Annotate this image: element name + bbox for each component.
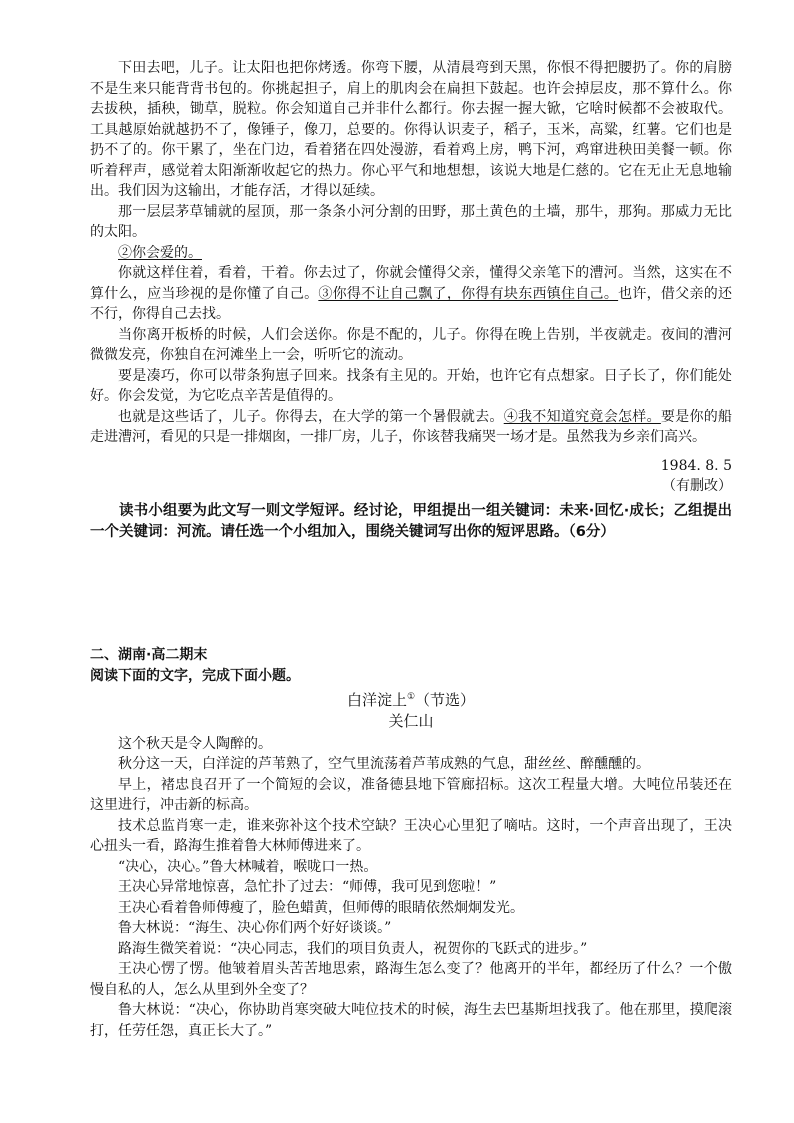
paragraph-4-text-a: 你就这样住着，看着，干着。你去过了，你就会懂得父亲，懂得父亲笔下的漕河。当然，这实在不算什么，应当珍视的是你懂了自己。 [90, 265, 732, 302]
passage1-paragraph-5: 当你离开板桥的时候，人们会送你。你是不配的，儿子。你得在晚上告别，半夜就走。夜间的漕河微微发亮，你独自在河滩坐上一会，听听它的流动。 [90, 326, 732, 363]
passage2-paragraph: 王决心愣了愣。他皱着眉头苦苦地思索，路海生怎么变了？他离开的半年，都经历了什么？一个傲慢自私的人，怎么从里到外全变了？ [90, 961, 732, 998]
title-footnote-mark: ① [406, 691, 416, 702]
passage2-paragraph: 早上，褚忠良召开了一个简短的会议，准备德县地下管廊招标。这次工程量大增。大吨位吊装还在这里进行，冲击新的标高。 [90, 776, 732, 813]
passage2-paragraph: 王决心异常地惊喜，急忙扑了过去：“师傅，我可见到您啦！” [118, 879, 497, 895]
paragraph-4-text-b: 也许，借父亲的还不行，你得自己去找。 [90, 285, 733, 322]
question-task: 读书小组要为此文写一则文学短评。经讨论，甲组提出一组关键词：未来·回忆·成长；乙组提出一个关键词：河流。请任选一个小组加入，围绕关键词写出你的短评思路。（6分） [90, 502, 732, 540]
passage2-paragraph: 路海生微笑着说：“决心同志，我们的项目负责人，祝贺你的飞跃式的进步。” [118, 940, 588, 957]
passage1-date: 1984. 8. 5 [660, 457, 732, 474]
paragraph-7-text-b: 要是你的船走进漕河，看见的只是一排烟囱，一排厂房，儿子，你该替我痛哭一场才是。虽然我为乡亲们高兴。 [90, 408, 733, 445]
underlined-sentence-3: ③你得不让自己飘了，你得有块东西镇住自己。 [318, 285, 619, 302]
title-main: 白洋淀上 [346, 690, 407, 709]
underlined-sentence-4: ④我不知道究竟会怎样。 [503, 408, 661, 425]
passage1-paragraph-7 [90, 407, 732, 448]
passage1-paragraph-4 [90, 263, 732, 325]
passage2-paragraph: 鲁大林说：“决心，你协助肖寒突破大吨位技术的时候，海生去巴基斯坦找我了。他在那里，摸爬滚打，任劳任怨，真正长大了。” [90, 1002, 732, 1039]
passage2-paragraph: 王决心看着鲁师傅瘦了，脸色蜡黄，但师傅的眼睛依然炯炯发光。 [118, 899, 524, 916]
passage2-author: 关仁山 [388, 711, 434, 730]
passage1-paragraph-3 [90, 243, 732, 264]
passage1-paragraph-2: 那一层层茅草铺就的屋顶，那一条条小河分割的田野，那土黄色的土墙，那牛，那狗。那威力无比的太阳。 [90, 203, 732, 240]
paragraph-7-text-a: 也就是这些话了，儿子。你得去，在大学的第一个暑假就去。 [118, 408, 504, 425]
passage2-paragraph: 鲁大林说：“海生、决心你们两个好好谈谈。” [118, 920, 392, 936]
passage2-paragraph: 秋分这一天，白洋淀的芦苇熟了，空气里流荡着芦苇成熟的气息，甜丝丝、醉醺醺的。 [118, 756, 650, 772]
document-page [90, 58, 732, 1041]
passage2-paragraph: 这个秋天是令人陶醉的。 [118, 735, 272, 752]
passage2-paragraph: “决心，决心。”鲁大林喊着，喉咙口一热。 [118, 858, 378, 875]
passage2-title [90, 687, 732, 711]
answer-space [90, 543, 732, 645]
passage1-paragraph-1: 下田去吧，儿子。让太阳也把你烤透。你弯下腰，从清晨弯到天黑，你恨不得把腰扔了。你的肩膀不是生来只能背背书包的。你挑起担子，肩上的肌肉会在扁担下鼓起。也许会掉层皮，那不算什么。你去拔秧，插秧，锄草，脱粒。你会知道自己并非什么都行。你去握一握大锨，它啥时候都不会被取代。工具越原始就越扔不了，像锤子，像刀，总要的。你得认识麦子，稻子，玉米，高粱，红薯。它们也是扔不了的。你干累了，坐在门边，看着猪在四处漫游，看着鸡上房，鸭下河，鸡窜进秧田美餐一顿。你听着秤声，感觉着太阳渐渐收起它的热力。你心平气和地想想，该说大地是仁慈的。它在无止无息地输出。我们因为这输出，才能存活，才得以延续。 [90, 60, 732, 199]
title-suffix: （节选） [415, 690, 476, 709]
passage1-paragraph-6: 要是凑巧，你可以带条狗崽子回来。找条有主见的。开始，也许它有点想家。日子长了，你们能处好。你会发觉，为它吃点辛苦是值得的。 [90, 367, 732, 404]
underlined-sentence-2: ②你会爱的。 [118, 244, 202, 261]
section-2-instruction: 阅读下面的文字，完成下面小题。 [90, 667, 300, 684]
passage2-paragraph: 技术总监肖寒一走，谁来弥补这个技术空缺？王决心心里犯了嘀咕。这时，一个声音出现了，王决心扭头一看，路海生推着鲁大林师傅进来了。 [90, 817, 732, 854]
passage1-note: （有删改） [662, 478, 732, 494]
section-2-heading: 二、湖南·高二期末 [90, 646, 208, 663]
